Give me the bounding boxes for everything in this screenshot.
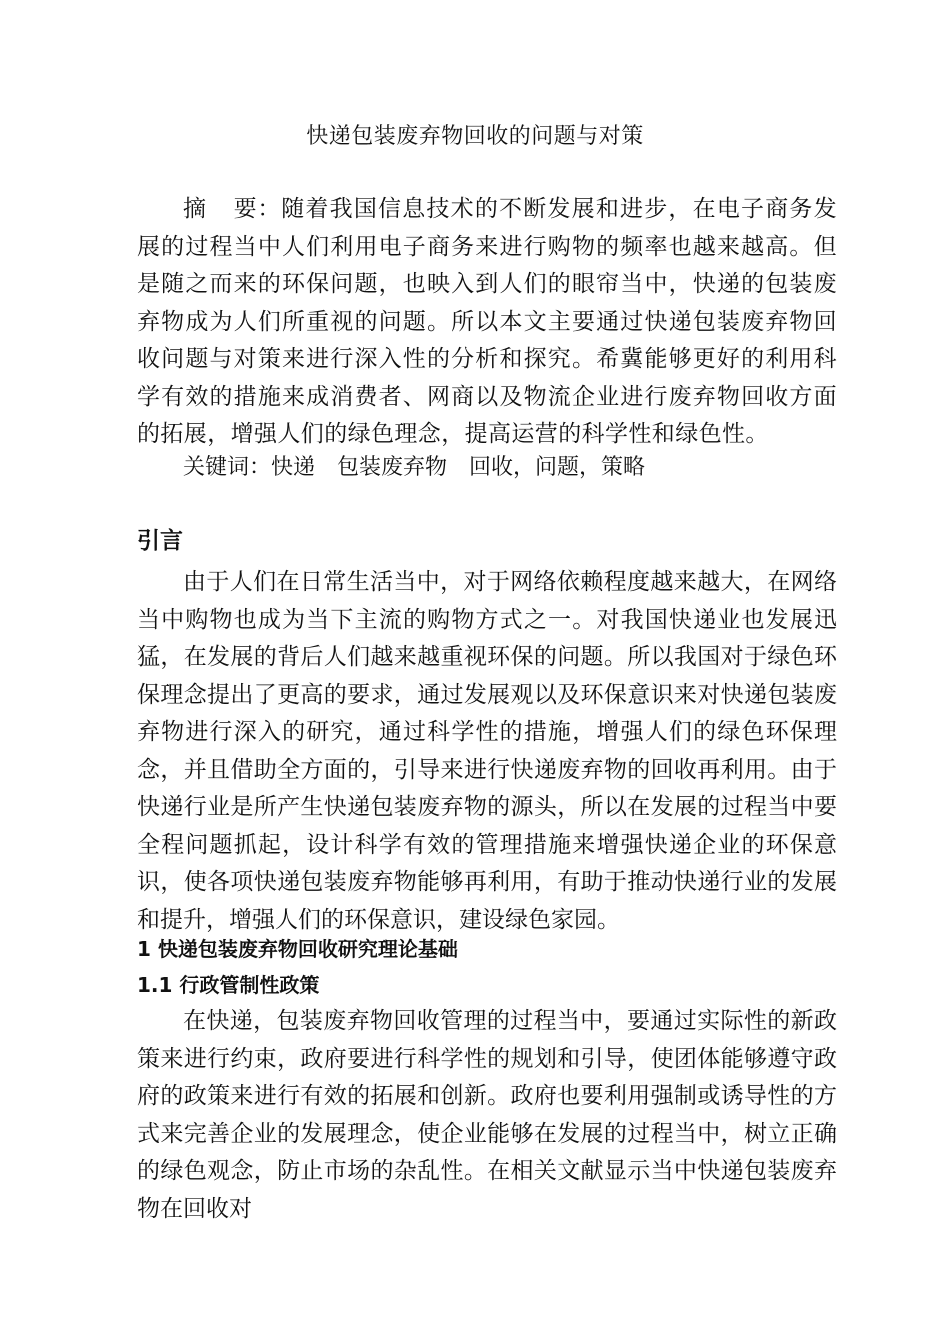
abstract-label bbox=[183, 196, 281, 222]
paper-title: 快递包装废弃物回收的问题与对策 bbox=[306, 124, 644, 149]
keyword-2: 包装废弃物 bbox=[337, 455, 448, 480]
keyword-1: 快递 bbox=[271, 455, 316, 480]
introduction-paragraph: 由于人们在日常生活当中，对于网络依赖程度越来越大，在网络当中购物也成为当下主流的购物方式之一。对我国快递业也发展迅猛，在发展的背后人们越来越重视环保的问题。所以我国对于绿色环保理念提出了更高的要求，通过发展观以及环保意识来对快递包装废弃物进行深入的研究，通过科学性的措施，增强人们的绿色环保理念，并且借助全方面的，引导来进行快递废弃物的回收再利用。由于快递行业是所产生快递包装废弃物的源头，所以在发展的过程当中要全程问题抓起，设计科学有效的管理措施来增强快递企业的环保意识，使各项快递包装废弃物能够再利用，有助于推动快递行业的发展和提升，增强人们的环保意识，建设绿色家园。 bbox=[137, 569, 837, 933]
section-1-heading: 1 快递包装废弃物回收研究理论基础 bbox=[137, 937, 458, 961]
abstract-label-part-2: 要： bbox=[232, 196, 282, 222]
section-1-1-paragraph: 在快递，包装废弃物回收管理的过程当中，要通过实际性的新政策来进行约束，政府要进行科学性的规划和引导，使团体能够遵守政府的政策来进行有效的拓展和创新。政府也要利用强制或诱导性的方式来完善企业的发展理念，使企业能够在发展的过程当中，树立正确的绿色观念，防止市场的杂乱性。在相关文献显示当中快递包装废弃物在回收对 bbox=[137, 1008, 837, 1222]
section-1-1-heading: 1.1 行政管制性政策 bbox=[137, 973, 320, 997]
keywords-label: 关键词： bbox=[183, 455, 272, 480]
keywords-line bbox=[137, 452, 837, 484]
abstract-paragraph bbox=[137, 191, 837, 454]
keyword-3: 回收，问题，策略 bbox=[469, 455, 646, 480]
abstract-text: 随着我国信息技术的不断发展和进步，在电子商务发展的过程当中人们利用电子商务来进行购物的频率也越来越高。但是随之而来的环保问题，也映入到人们的眼帘当中，快递的包装废弃物成为人们所重视的问题。所以本文主要通过快递包装废弃物回收问题与对策来进行深入性的分析和探究。希冀能够更好的利用科学有效的措施来成消费者、网商以及物流企业进行废弃物回收方面的拓展，增强人们的绿色理念，提高运营的科学性和绿色性。 bbox=[137, 196, 838, 447]
introduction-heading: 引言 bbox=[137, 528, 183, 554]
abstract-label-part-1: 摘 bbox=[183, 196, 207, 222]
